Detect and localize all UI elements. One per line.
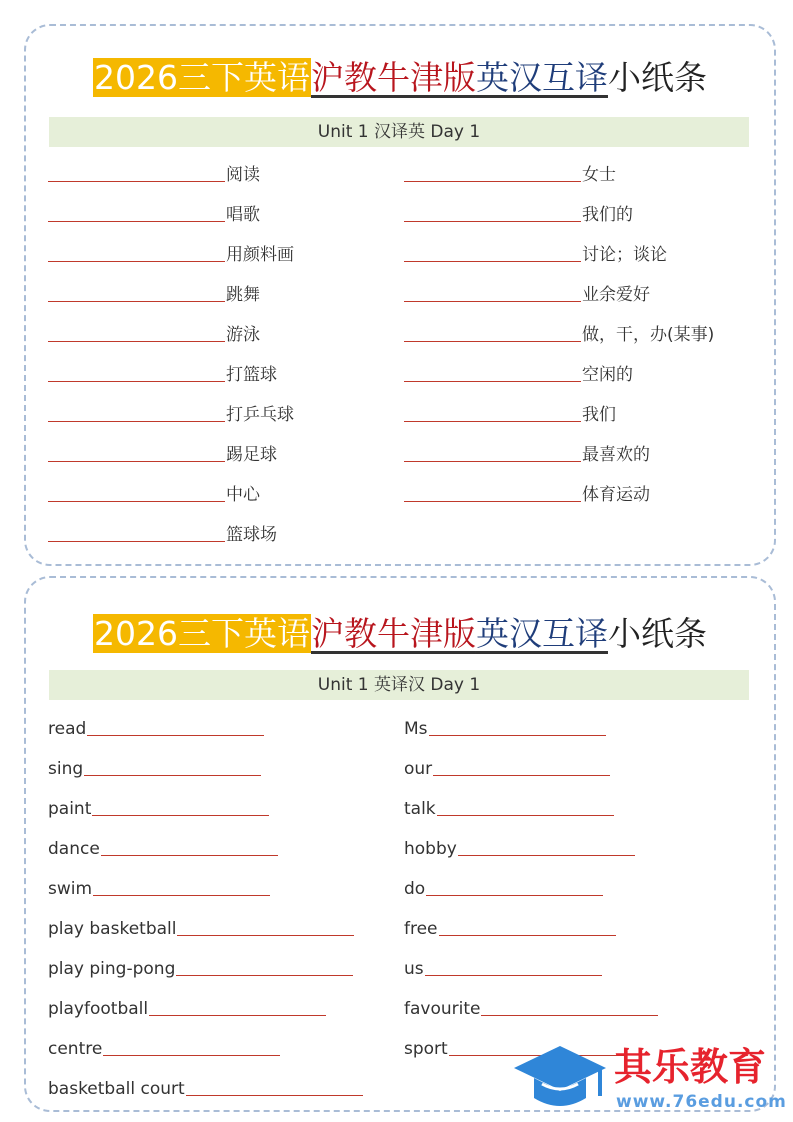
en-word: talk bbox=[404, 799, 436, 819]
worksheet-title bbox=[26, 612, 774, 656]
en-item bbox=[48, 834, 278, 860]
cn-word: 我们的 bbox=[582, 205, 633, 225]
title-year-grade: 2026三下英语 bbox=[94, 614, 310, 653]
answer-line[interactable] bbox=[458, 855, 635, 856]
answer-line[interactable] bbox=[176, 975, 353, 976]
en-item bbox=[48, 994, 326, 1020]
answer-line[interactable] bbox=[404, 461, 581, 462]
cn-word: 体育运动 bbox=[582, 485, 650, 505]
en-word: free bbox=[404, 919, 438, 939]
answer-line[interactable] bbox=[404, 501, 581, 502]
cn-item bbox=[404, 480, 650, 506]
section-heading: Unit 1 英译汉 Day 1 bbox=[49, 670, 749, 700]
watermark-url: www.76edu.com bbox=[616, 1092, 787, 1112]
en-item bbox=[48, 1034, 280, 1060]
answer-line[interactable] bbox=[433, 775, 610, 776]
cn-item bbox=[48, 480, 260, 506]
answer-line[interactable] bbox=[92, 815, 269, 816]
cn-item bbox=[48, 440, 277, 466]
answer-line[interactable] bbox=[84, 775, 261, 776]
cn-word: 讨论；谈论 bbox=[582, 245, 667, 265]
cn-item bbox=[404, 400, 616, 426]
en-word: us bbox=[404, 959, 424, 979]
cn-item bbox=[404, 440, 650, 466]
answer-line[interactable] bbox=[48, 181, 225, 182]
en-item bbox=[404, 794, 614, 820]
cn-word: 女士 bbox=[582, 165, 616, 185]
en-item bbox=[48, 794, 269, 820]
en-item bbox=[404, 954, 602, 980]
cn-word: 踢足球 bbox=[226, 445, 277, 465]
en-item bbox=[404, 874, 603, 900]
en-item bbox=[404, 994, 658, 1020]
answer-line[interactable] bbox=[93, 895, 270, 896]
answer-line[interactable] bbox=[87, 735, 264, 736]
title-year-grade: 2026三下英语 bbox=[94, 58, 310, 97]
title-suffix: 小纸条 bbox=[607, 614, 707, 653]
cn-item bbox=[404, 280, 650, 306]
cn-word: 中心 bbox=[226, 485, 260, 505]
answer-line[interactable] bbox=[48, 341, 225, 342]
cn-word: 打篮球 bbox=[226, 365, 277, 385]
answer-line[interactable] bbox=[404, 301, 581, 302]
answer-line[interactable] bbox=[437, 815, 614, 816]
cn-word: 最喜欢的 bbox=[582, 445, 650, 465]
cn-item bbox=[404, 160, 616, 186]
en-item bbox=[404, 714, 606, 740]
en-item bbox=[48, 754, 261, 780]
cn-item bbox=[404, 360, 633, 386]
answer-line[interactable] bbox=[429, 735, 606, 736]
cn-word: 业余爱好 bbox=[582, 285, 650, 305]
en-item bbox=[404, 834, 635, 860]
answer-line[interactable] bbox=[48, 421, 225, 422]
en-word: favourite bbox=[404, 999, 481, 1019]
answer-line[interactable] bbox=[439, 935, 616, 936]
en-item bbox=[404, 754, 610, 780]
en-item bbox=[48, 714, 264, 740]
answer-line[interactable] bbox=[48, 221, 225, 222]
cn-word: 我们 bbox=[582, 405, 616, 425]
cn-word: 空闲的 bbox=[582, 365, 633, 385]
cn-item bbox=[48, 520, 277, 546]
en-item bbox=[48, 1074, 363, 1100]
en-word: basketball court bbox=[48, 1079, 185, 1099]
cn-word: 唱歌 bbox=[226, 205, 260, 225]
cn-item bbox=[48, 200, 260, 226]
graduation-cap-icon bbox=[512, 1044, 608, 1114]
cn-word: 篮球场 bbox=[226, 525, 277, 545]
en-word: play ping-pong bbox=[48, 959, 176, 979]
cn-word: 跳舞 bbox=[226, 285, 260, 305]
cn-item bbox=[48, 320, 260, 346]
cn-word: 游泳 bbox=[226, 325, 260, 345]
watermark-name: 其乐教育 bbox=[614, 1045, 767, 1089]
en-word: centre bbox=[48, 1039, 103, 1059]
en-item bbox=[48, 954, 353, 980]
en-word: sing bbox=[48, 759, 84, 779]
answer-line[interactable] bbox=[103, 1055, 280, 1056]
en-word: sport bbox=[404, 1039, 448, 1059]
answer-line[interactable] bbox=[425, 975, 602, 976]
cn-item bbox=[48, 240, 294, 266]
worksheet-title bbox=[26, 56, 774, 100]
cn-item bbox=[404, 320, 714, 346]
en-word: do bbox=[404, 879, 426, 899]
cn-word: 阅读 bbox=[226, 165, 260, 185]
answer-line[interactable] bbox=[186, 1095, 363, 1096]
answer-line[interactable] bbox=[481, 1015, 658, 1016]
answer-line[interactable] bbox=[404, 181, 581, 182]
cn-item bbox=[48, 360, 277, 386]
title-mode: 英汉互译 bbox=[475, 58, 608, 97]
answer-line[interactable] bbox=[48, 301, 225, 302]
en-word: swim bbox=[48, 879, 93, 899]
answer-line[interactable] bbox=[404, 221, 581, 222]
answer-line[interactable] bbox=[149, 1015, 326, 1016]
cn-item bbox=[48, 400, 294, 426]
cn-word: 用颜料画 bbox=[226, 245, 294, 265]
cn-item bbox=[404, 200, 633, 226]
cn-word: 做，干，办(某事) bbox=[582, 325, 715, 345]
cn-item bbox=[48, 280, 260, 306]
answer-line[interactable] bbox=[404, 421, 581, 422]
title-suffix: 小纸条 bbox=[607, 58, 707, 97]
cn-item bbox=[48, 160, 260, 186]
watermark bbox=[512, 1040, 787, 1116]
cn-item bbox=[404, 240, 667, 266]
answer-line[interactable] bbox=[101, 855, 278, 856]
en-word: playfootball bbox=[48, 999, 149, 1019]
title-edition: 沪教牛津版 bbox=[310, 58, 476, 97]
answer-line[interactable] bbox=[404, 341, 581, 342]
en-word: Ms bbox=[404, 719, 428, 739]
answer-line[interactable] bbox=[48, 261, 225, 262]
answer-line[interactable] bbox=[48, 461, 225, 462]
en-word: paint bbox=[48, 799, 92, 819]
en-item bbox=[404, 914, 616, 940]
answer-line[interactable] bbox=[404, 261, 581, 262]
en-item bbox=[48, 914, 354, 940]
answer-line[interactable] bbox=[48, 381, 225, 382]
answer-line[interactable] bbox=[48, 541, 225, 542]
en-word: play basketball bbox=[48, 919, 177, 939]
answer-line[interactable] bbox=[404, 381, 581, 382]
title-edition: 沪教牛津版 bbox=[310, 614, 476, 653]
en-item bbox=[48, 874, 270, 900]
answer-line[interactable] bbox=[48, 501, 225, 502]
section-heading: Unit 1 汉译英 Day 1 bbox=[49, 117, 749, 147]
en-word: read bbox=[48, 719, 87, 739]
en-word: hobby bbox=[404, 839, 457, 859]
cn-word: 打乒乓球 bbox=[226, 405, 294, 425]
en-word: our bbox=[404, 759, 433, 779]
en-word: dance bbox=[48, 839, 100, 859]
answer-line[interactable] bbox=[177, 935, 354, 936]
title-mode: 英汉互译 bbox=[475, 614, 608, 653]
answer-line[interactable] bbox=[426, 895, 603, 896]
